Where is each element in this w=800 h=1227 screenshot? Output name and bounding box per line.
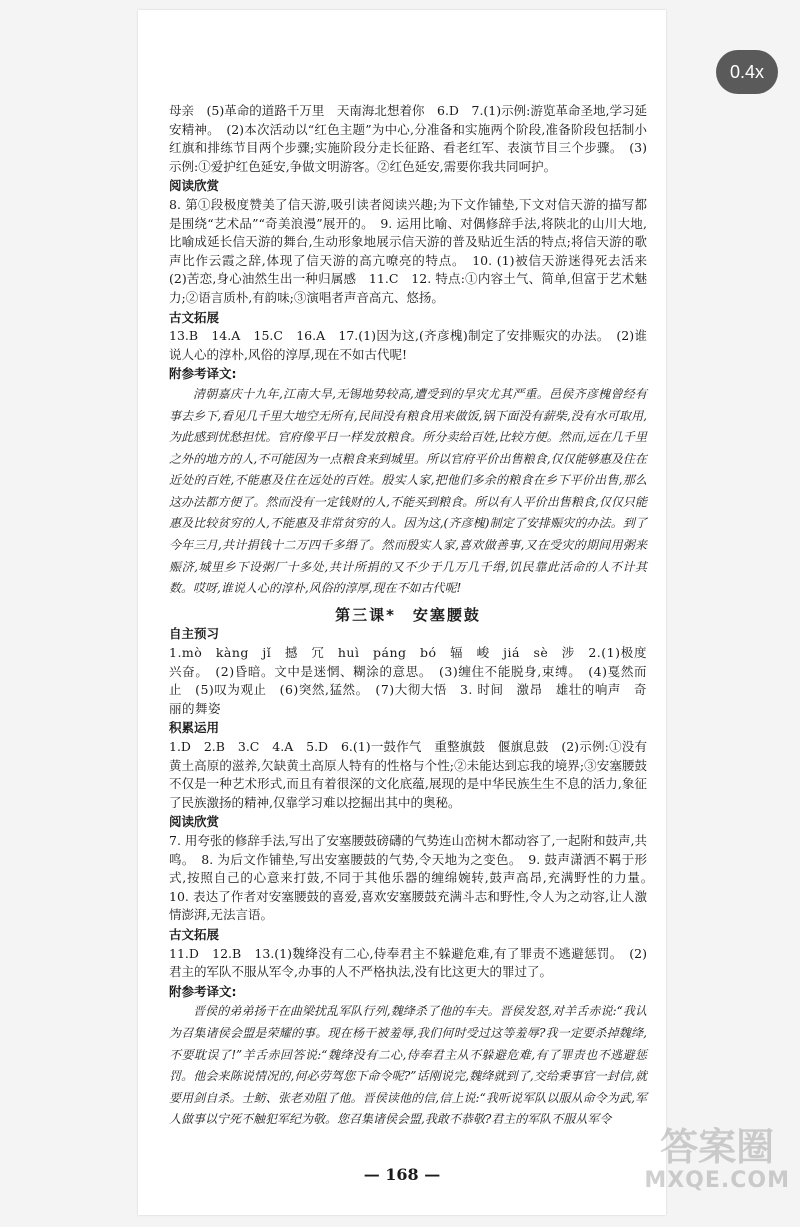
section-heading: 阅读欣赏 xyxy=(169,178,220,194)
page-number: — 168 — xyxy=(363,1165,441,1184)
section-heading: 附参考译文: xyxy=(169,366,237,382)
section-heading: 附参考译文: xyxy=(169,983,237,999)
section-heading: 阅读欣赏 xyxy=(169,814,220,830)
document-page xyxy=(138,10,666,1215)
watermark-main: 答案圈 xyxy=(660,1125,775,1169)
paragraph: 1.mò kàng jǐ 撼 冗 huì páng bó 辐 峻 jiá sè 涉 2.(1)极度兴奋。 (2)昏暗。文中是迷惘、糊涂的意思。 (3)缠住不能脱身,束缚。 (4)戛然而止 (5)叹为观止 (6)突然,猛然。 (7)大彻大悟 3. 时间 激昂 雄壮的响声 奇丽的舞姿 xyxy=(169,645,647,716)
translation-text: 晋侯的弟弟扬干在曲梁扰乱军队行列,魏绛杀了他的车夫。晋侯发怒,对羊舌赤说:“我认为召集诸侯会盟是荣耀的事。现在杨干被羞辱,我们何时受过这等羞辱?我一定要杀掉魏绛,不要耽误了!”羊舌赤回答说:“魏绛没有二心,侍奉君主从不躲避危难,有了罪责也不逃避惩罚。他会来陈说情况的,何必劳驾您下命令呢?”话刚说完,魏绛就到了,交给秉事官一封信,就要用剑自杀。士鲂、张老劝阻了他。晋侯读他的信,信上说:“我听说军队以服从命令为武,军人做事以宁死不触犯军纪为敬。您召集诸侯会盟,我敢不恭敬?君主的军队不服从军令 xyxy=(169,1004,647,1127)
page-content xyxy=(169,102,660,1131)
section-heading: 古文拓展 xyxy=(169,926,220,942)
zoom-level-badge[interactable]: 0.4x xyxy=(716,50,778,94)
paragraph: 11.D 12.B 13.(1)魏绛没有二心,侍奉君主不躲避危难,有了罪责不逃避惩罚。 (2)君主的军队不服从军令,办事的人不严格执法,没有比这更大的罪过了。 xyxy=(169,945,647,980)
section-heading: 积累运用 xyxy=(169,720,220,736)
section-heading: 古文拓展 xyxy=(169,309,220,325)
watermark-sub: MXQE.COM xyxy=(644,1168,790,1193)
section-heading: 自主预习 xyxy=(169,626,220,642)
paragraph: 13.B 14.A 15.C 16.A 17.(1)因为这,(齐彦槐)制定了安排赈灾的办法。 (2)谁说人心的淳朴,风俗的淳厚,现在不如古代呢! xyxy=(169,328,647,362)
paragraph: 母亲 (5)革命的道路千万里 天南海北想着你 6.D 7.(1)示例:游览革命圣地,学习延安精神。 (2)本次活动以“红色主题”为中心,分准备和实施两个阶段,准备阶段包括制小红旗和排练节目两个步骤;实施阶段分走长征路、看老红军、表演节目三个步骤。 (3)示例:①爱护红色延安,争做文明游客。②红色延安,需要你我共同呵护。 xyxy=(169,103,647,174)
translation-text: 清朝嘉庆十九年,江南大旱,无锡地势较高,遭受到的旱灾尤其严重。邑侯齐彦槐曾经有事去乡下,看见几千里大地空无所有,民间没有粮食用来做饭,锅下面没有薪柴,没有水可取用,为此感到忧愁担忧。官府像平日一样发放粮食。所分卖给百姓,比较方便。然而,远在几千里之外的地方的人,不可能因为一点粮食来到城里。所以官府平价出售粮食,仅仅能够惠及住在近处的百姓,不能惠及住在远处的百姓。殷实人家,把他们多余的粮食在乡下平价出售,那么这办法都方便了。然而没有一定钱财的人,不能买到粮食。所以有人平价出售粮食,仅仅只能惠及比较贫穷的人,不能惠及非常贫穷的人。因为这,(齐彦槐)制定了安排赈灾的办法。到了今年三月,共计捐钱十二万四千多缗了。然而殷实人家,喜欢做善事,又在受灾的期间用粥来赈济,城里乡下设粥厂十多处,共计所捐的又不少于几万几千缗,饥民靠此活命的人不计其数。哎呀,谁说人心的淳朴,风俗的淳厚,现在不如古代呢! xyxy=(169,386,647,596)
paragraph: 7. 用夸张的修辞手法,写出了安塞腰鼓磅礴的气势连山峦树木都动容了,一起附和鼓声,共鸣。 8. 为后文作铺垫,写出安塞腰鼓的气势,令天地为之变色。 9. 鼓声潇洒不羁于形式,按照自己的心意来打鼓,不同于其他乐器的缠绵婉转,鼓声高昂,充满野性的力量。 10. 表达了作者对安塞腰鼓的喜爱,喜欢安塞腰鼓充满斗志和野性,令人为之动容,让人激情澎湃,无法言语。 xyxy=(169,832,660,923)
lesson-title: 第三课* 安塞腰鼓 xyxy=(335,605,481,624)
paragraph: 8. 第①段极度赞美了信天游,吸引读者阅读兴趣;为下文作铺垫,下文对信天游的描写都是围绕“艺术品”“奇美浪漫”展开的。 9. 运用比喻、对偶修辞手法,将陕北的山川大地,比喻成延长信天游的舞台,生动形象地展示信天游的普及贴近生活的特点;将信天游的歌声比作云霞之辞,体现了信天游的高亢嘹亮的特点。 10. (1)被信天游迷得死去活来 (2)苦恋,身心油然生出一种归属感 11.C 12. 特点:①内容土气、简单,但富于艺术魅力;②语言质朴,有韵味;③演唱者声音高亢、悠扬。 xyxy=(169,196,660,305)
paragraph: 1.D 2.B 3.C 4.A 5.D 6.(1)一鼓作气 重整旗鼓 偃旗息鼓 (2)示例:①没有黄土高原的滋养,欠缺黄土高原人特有的性格与个性;②未能达到忘我的境界;③安塞腰鼓不仅是一种艺术形式,而且有着很深的文化底蕴,展现的是中华民族生生不息的活力,象征了民族激扬的精神,仅靠学习难以挖掘出其中的奥秘。 xyxy=(169,739,647,810)
watermark-logo xyxy=(644,1125,790,1198)
